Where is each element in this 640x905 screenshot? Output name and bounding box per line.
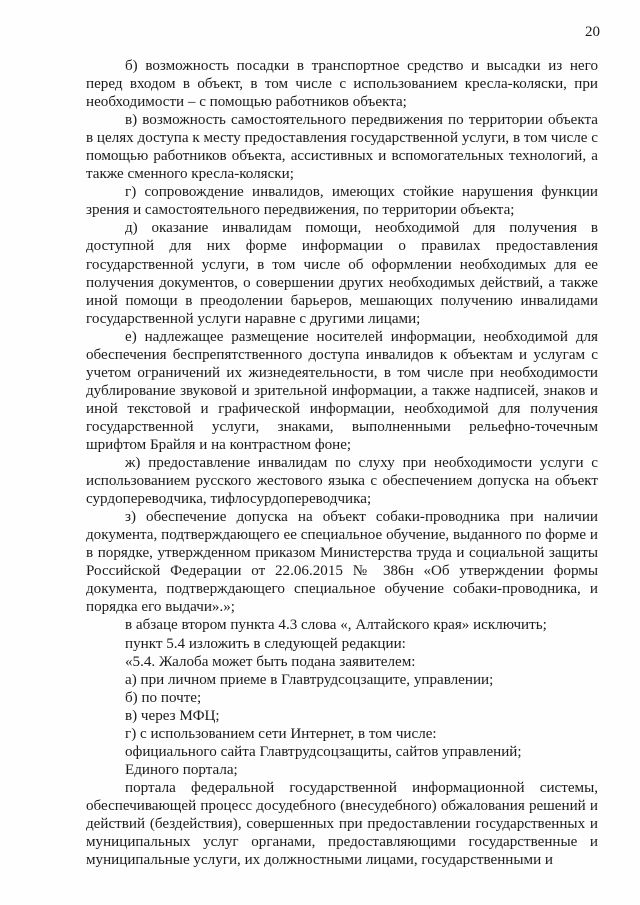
- document-body: [86, 57, 598, 869]
- paragraph-g: г) сопровождение инвалидов, имеющих стойкие нарушения функции зрения и самостоятельного передвижения, по территории объекта;: [86, 184, 598, 219]
- paragraph-d: д) оказание инвалидам помощи, необходимой для получения в доступной для них форме информации о правилах предоставления государственной услуги, в том числе об оформлении необходимых для ее получения документов, о совершении других необходимых действий, а также иной помощи в преодолении барьеров, мешающих получению инвалидами государственной услуги наравне с другими лицами;: [86, 220, 598, 327]
- paragraph-zh: ж) предоставление инвалидам по слуху при необходимости услуги с использованием русского жестового языка с обеспечением допуска на объект сурдопереводчика, тифлосурдопереводчика;: [86, 455, 598, 508]
- sub-item-single-portal: Единого портала;: [125, 761, 238, 778]
- paragraph-e: е) надлежащее размещение носителей информации, необходимой для обеспечения беспрепятственного доступа инвалидов к объектам и услугам с учетом ограничений их жизнедеятельности, в том числе при необходимости дублирование звуковой и зрительной информации, а также надписей, знаков и иной текстовой и графической информации, необходимой для получения государственной услуги, знаками, выполненными рельефно-точечным шрифтом Брайля и на контрастном фоне;: [86, 328, 598, 453]
- paragraph-z: з) обеспечение допуска на объект собаки-проводника при наличии документа, подтверждающего ее специальное обучение, выданного по форме и в порядке, утвержденном приказом Министерства труда и социальной защиты Российской Федерации от 22.06.2015 № 386н «Об утверждении формы документа, подтверждающего специальное обучение собаки-проводника, и порядка его выдачи».»;: [86, 509, 598, 616]
- list-item-v: в) через МФЦ;: [125, 707, 220, 724]
- paragraph-b: б) возможность посадки в транспортное средство и высадки из него перед входом в объект, в том числе с использованием кресла-коляски, при необходимости – с помощью работников объекта;: [86, 58, 598, 111]
- amendment-5-4: пункт 5.4 изложить в следующей редакции:: [125, 635, 406, 652]
- list-item-a: а) при личном приеме в Главтрудсоцзащите, управлении;: [125, 671, 494, 688]
- paragraph-v: в) возможность самостоятельного передвижения по территории объекта в целях доступа к месту предоставления государственной услуги, в том числе с помощью работников объекта, ассистивных и вспомогательных технологий, а также сменного кресла-коляски;: [86, 112, 598, 183]
- amendment-4-3: в абзаце втором пункта 4.3 слова «, Алтайского края» исключить;: [125, 617, 547, 634]
- clause-5-4-heading: «5.4. Жалоба может быть подана заявителем:: [125, 653, 416, 670]
- page-number: 20: [585, 24, 600, 40]
- list-item-g: г) с использованием сети Интернет, в том числе:: [125, 725, 437, 742]
- sub-item-official-site: официального сайта Главтрудсоцзащиты, сайтов управлений;: [125, 743, 522, 760]
- sub-item-federal-portal: портала федеральной государственной информационной системы, обеспечивающей процесс досудебного (внесудебного) обжалования решений и действий (бездействия), совершенных при предоставлении государственных и муниципальных услуг органами, предоставляющими государственные и муниципальные услуги, их должностными лицами, государственными и: [86, 779, 598, 869]
- list-item-b: б) по почте;: [125, 689, 202, 706]
